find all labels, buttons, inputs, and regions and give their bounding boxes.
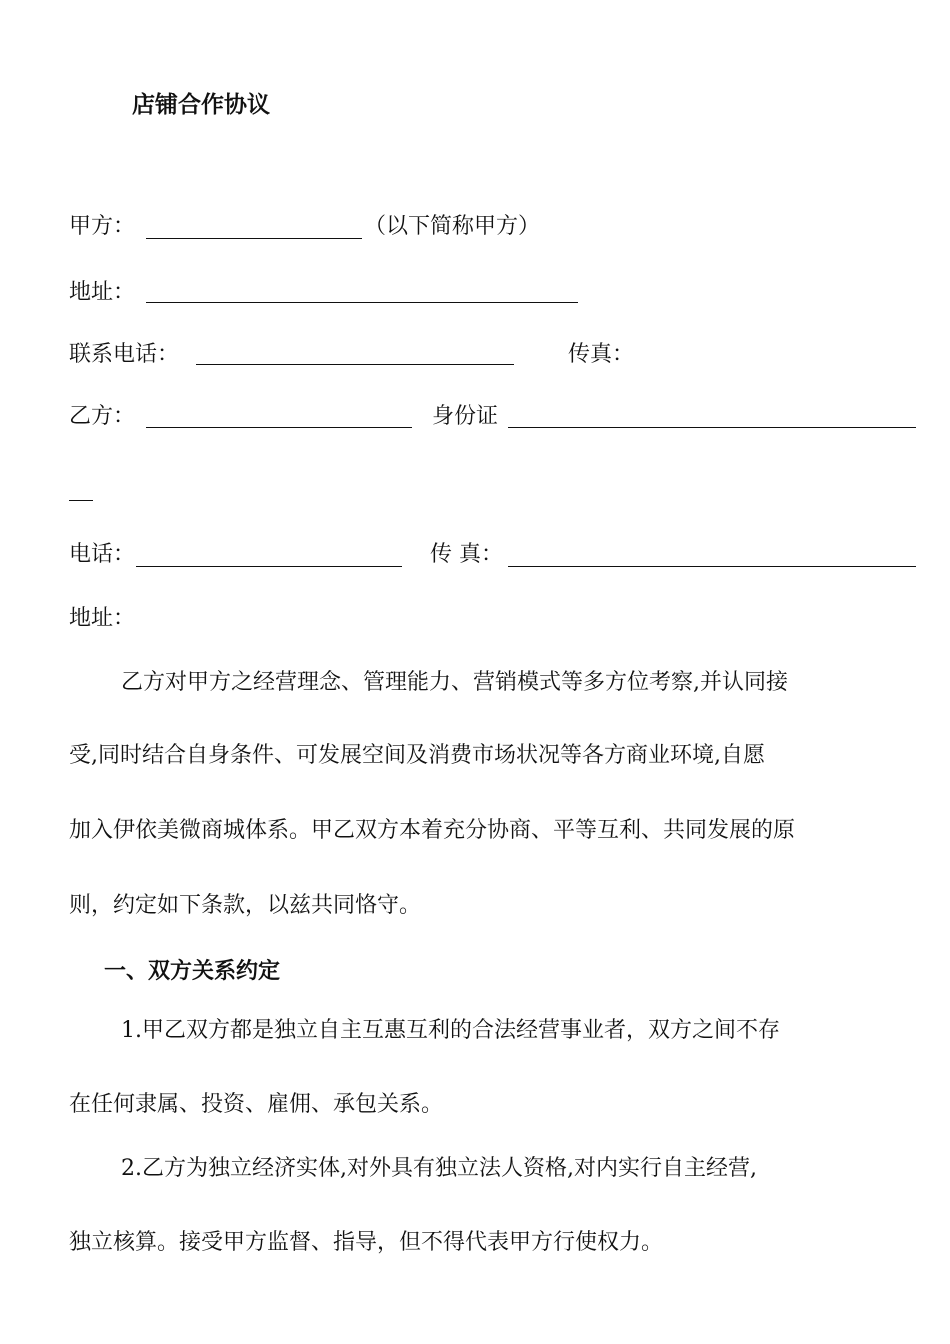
clause-2-line-1: 2.乙方为独立经济实体,对外具有独立法人资格,对内实行自主经营, bbox=[121, 1156, 757, 1181]
intro-line-1: 乙方对甲方之经营理念、管理能力、营销模式等多方位考察,并认同接 bbox=[121, 670, 788, 695]
intro-line-2: 受,同时结合自身条件、可发展空间及消费市场状况等各方商业环境,自愿 bbox=[69, 743, 765, 768]
party-b-phone-blank[interactable] bbox=[136, 566, 402, 567]
party-a-address-blank[interactable] bbox=[146, 302, 578, 303]
clause-1-line-2: 在任何隶属、投资、雇佣、承包关系。 bbox=[69, 1092, 444, 1117]
party-b-id-label: 身份证 bbox=[432, 404, 499, 429]
intro-line-4: 则，约定如下条款，以兹共同恪守。 bbox=[69, 893, 422, 918]
party-b-name-blank[interactable] bbox=[146, 427, 412, 428]
party-b-address-label: 地址： bbox=[69, 606, 136, 631]
party-b-id-blank-continued[interactable] bbox=[69, 500, 93, 501]
party-a-phone-label: 联系电话： bbox=[69, 342, 180, 367]
section-1-heading: 一、双方关系约定 bbox=[104, 959, 281, 984]
party-a-address-label: 地址： bbox=[69, 280, 136, 305]
intro-line-3: 加入伊依美微商城体系。甲乙双方本着充分协商、平等互利、共同发展的原 bbox=[69, 818, 796, 843]
party-a-label: 甲方： bbox=[69, 214, 136, 239]
party-b-id-blank[interactable] bbox=[508, 427, 916, 428]
party-a-suffix: （以下简称甲方） bbox=[364, 214, 541, 239]
party-a-fax-label: 传真： bbox=[568, 342, 635, 367]
party-b-phone-label: 电话： bbox=[69, 542, 136, 567]
party-b-label: 乙方： bbox=[69, 404, 136, 429]
document-title: 店铺合作协议 bbox=[132, 92, 270, 118]
party-a-phone-blank[interactable] bbox=[196, 364, 514, 365]
clause-2-line-2: 独立核算。接受甲方监督、指导，但不得代表甲方行使权力。 bbox=[69, 1230, 664, 1255]
party-b-fax-label: 传 真： bbox=[430, 542, 503, 567]
party-a-name-blank[interactable] bbox=[146, 238, 362, 239]
party-b-fax-blank[interactable] bbox=[508, 566, 916, 567]
clause-1-line-1: 1.甲乙双方都是独立自主互惠互利的合法经营事业者，双方之间不存 bbox=[121, 1018, 780, 1043]
